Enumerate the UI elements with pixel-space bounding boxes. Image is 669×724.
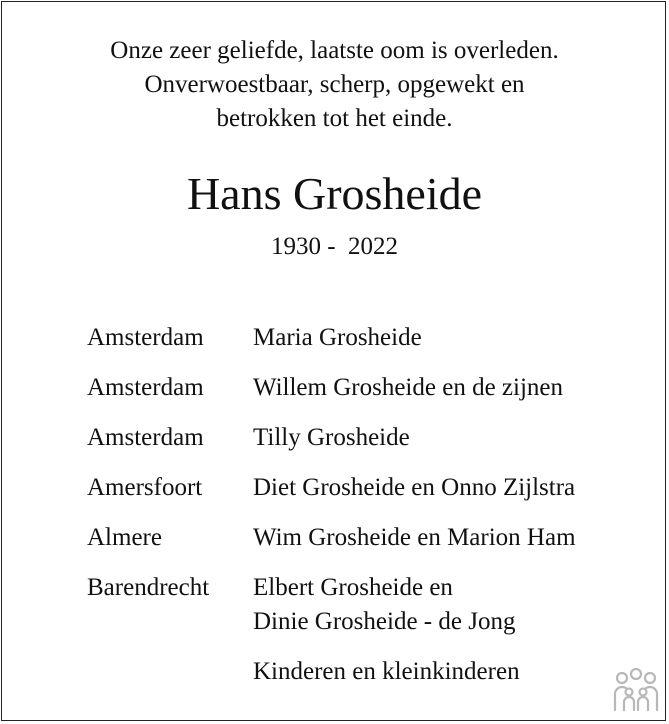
family-name: Elbert Grosheide en [253,574,453,601]
deceased-name: Hans Grosheide [186,168,483,219]
family-row [87,421,576,455]
family-name: Wim Grosheide en Marion Ham [253,524,576,551]
family-names [253,371,563,405]
intro-text [0,34,669,136]
family-names [253,421,410,455]
family-name: Dinie Grosheide - de Jong [253,608,516,635]
family-place: Almere [87,524,162,551]
intro-line-3: betrokken tot het einde. [216,105,453,132]
family-people-icon [612,668,660,712]
family-place: Amersfoort [87,474,203,501]
family-names [253,471,575,505]
intro-line-1: Onze zeer geliefde, laatste oom is overleden. [110,37,559,64]
intro-line-2: Onverwoestbaar, scherp, opgewekt en [144,71,525,98]
family-name: Diet Grosheide en Onno Zijlstra [253,474,576,501]
family-names [253,571,515,639]
closing-line: Kinderen en kleinkinderen [253,658,520,685]
family-row [87,371,576,405]
family-name: Willem Grosheide en de zijnen [253,374,563,401]
family-names [253,521,576,555]
family-name: Maria Grosheide [253,324,422,351]
family-row [87,321,576,355]
family-row [87,571,576,639]
family-names [253,321,422,355]
family-row [87,521,576,555]
family-row [87,471,576,505]
family-place: Barendrecht [87,574,210,601]
family-list [87,321,576,655]
family-place: Amsterdam [87,374,204,401]
family-place: Amsterdam [87,424,204,451]
family-name: Tilly Grosheide [253,424,410,451]
life-dates: 1930 - 2022 [270,233,399,260]
family-place: Amsterdam [87,324,204,351]
